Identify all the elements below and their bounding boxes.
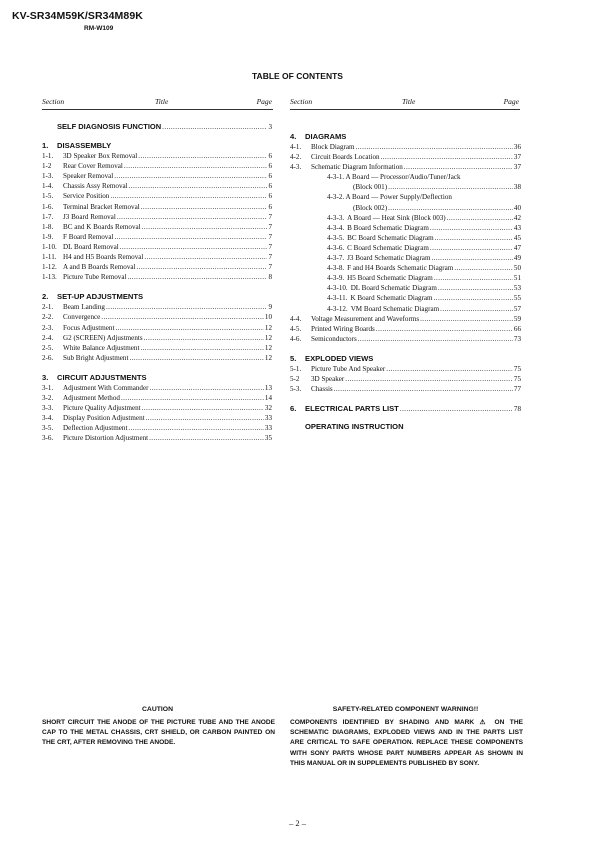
- toc-entry-label: SELF DIAGNOSIS FUNCTION: [57, 122, 162, 131]
- section-title: 3. CIRCUIT ADJUSTMENTS: [42, 372, 147, 382]
- remote-model: RM-W109: [84, 25, 114, 32]
- page-number: – 2 –: [289, 818, 306, 828]
- toc-entry[interactable]: 3-3. Picture Quality Adjustment ..... 32: [42, 403, 272, 413]
- toc-electrical-parts-list[interactable]: 6. ELECTRICAL PARTS LIST ..... 78: [290, 404, 521, 414]
- toc-entry-page: 3: [268, 123, 272, 131]
- toc-entry[interactable]: 4-3-6. C Board Schematic Diagram ..... 47: [327, 243, 521, 253]
- section-header: Section: [290, 97, 313, 106]
- toc-entry[interactable]: 4-5. Printed Wiring Boards ..... 66: [290, 324, 521, 334]
- toc-entry[interactable]: 1-2 Rear Cover Removal ..... 6: [42, 161, 272, 171]
- toc-entry[interactable]: 1-9. F Board Removal ..... 7: [42, 232, 272, 242]
- toc-section-diagrams: [290, 131, 521, 344]
- toc-entry[interactable]: 1-8. BC and K Boards Removal ..... 7: [42, 222, 272, 232]
- left-header-rule: [42, 109, 273, 110]
- toc-entry[interactable]: 4-3-3. A Board — Heat Sink (Block 003) ..... 42: [327, 213, 521, 223]
- toc-entry[interactable]: 1-12. A and B Boards Removal ..... 7: [42, 262, 272, 272]
- toc-entry[interactable]: 1-3. Speaker Removal ..... 6: [42, 171, 272, 181]
- toc-entry[interactable]: 1-13. Picture Tube Removal ..... 8: [42, 272, 272, 282]
- toc-operating-instruction[interactable]: OPERATING INSTRUCTION: [305, 422, 404, 432]
- toc-section-exploded-views: [290, 353, 521, 394]
- toc-entry[interactable]: 1-1. 3D Speaker Box Removal ..... 6: [42, 151, 272, 161]
- toc-entry[interactable]: 2-2. Convergence ..... 10: [42, 312, 272, 322]
- section-header: Section: [42, 97, 65, 106]
- toc-section-disassembly: [42, 140, 272, 282]
- toc-entry[interactable]: 2-4. G2 (SCREEN) Adjustments ..... 12: [42, 333, 272, 343]
- toc-entry[interactable]: 1-7. J3 Board Removal ..... 7: [42, 212, 272, 222]
- toc-entry[interactable]: 1-11. H4 and H5 Boards Removal ..... 7: [42, 252, 272, 262]
- toc-title: TABLE OF CONTENTS: [252, 71, 343, 81]
- safety-warning-text: COMPONENTS IDENTIFIED BY SHADING AND MARK ⚠ ON THE SCHEMATIC DIAGRAMS, EXPLODED VIEWS AND IN THE PARTS LIST ARE CRITICAL TO SAFE OPERATION. REPLACE THESE COMPONENTS WITH SONY PARTS WHOSE PART NUMBERS APPEAR AS SHOWN IN THIS MANUAL OR IN SUPPLEMENTS PUBLISHED BY SONY.: [290, 719, 523, 767]
- toc-section-setup-adjustments: [42, 291, 272, 363]
- section-title: 4. DIAGRAMS: [290, 132, 347, 141]
- caution-title: CAUTION: [142, 706, 173, 713]
- toc-item-list: [290, 142, 521, 344]
- toc-entry[interactable]: 3-1. Adjustment With Commander ..... 13: [42, 383, 272, 393]
- toc-entry[interactable]: 4-3. Schematic Diagram Information ..... 37: [290, 162, 521, 172]
- toc-entry[interactable]: 4-6. Semiconductors ..... 73: [290, 334, 521, 344]
- toc-entry[interactable]: 1-10. DL Board Removal ..... 7: [42, 242, 272, 252]
- toc-entry[interactable]: 4-3-8. F and H4 Boards Schematic Diagram ..... 50: [327, 263, 521, 273]
- toc-entry[interactable]: 3-6. Picture Distortion Adjustment ..... 35: [42, 433, 272, 443]
- toc-entry[interactable]: 4-1. Block Diagram ..... 36: [290, 142, 521, 152]
- toc-entry[interactable]: 3-5. Deflection Adjustment ..... 33: [42, 423, 272, 433]
- toc-entry[interactable]: 2-3. Focus Adjustment ..... 12: [42, 323, 272, 333]
- toc-entry[interactable]: 5-3. Chassis ..... 77: [290, 384, 521, 394]
- toc-item-list: [42, 383, 272, 444]
- toc-item-list: [290, 364, 521, 394]
- section-title: 5. EXPLODED VIEWS: [290, 353, 374, 363]
- right-toc-column: [290, 131, 521, 431]
- toc-entry[interactable]: 1-4. Chassis Assy Removal ..... 6: [42, 181, 272, 191]
- toc-entry[interactable]: 4-4. Voltage Measurement and Waveforms ..... 59: [290, 314, 521, 324]
- toc-entry[interactable]: 4-3-11. K Board Schematic Diagram ..... 55: [327, 293, 521, 303]
- toc-entry-two-line[interactable]: 4-3-1. A Board — Processor/Audio/Tuner/Jack (Block 001) ..... 38: [327, 172, 521, 192]
- page-header: Page: [503, 97, 519, 106]
- page-header: Page: [256, 97, 272, 106]
- safety-warning-title: SAFETY-RELATED COMPONENT WARNING!!: [332, 706, 479, 713]
- toc-entry[interactable]: 4-3-4. B Board Schematic Diagram ..... 43: [327, 223, 521, 233]
- toc-entry[interactable]: 4-3-9. H5 Board Schematic Diagram ..... 51: [327, 273, 521, 283]
- toc-item-list: [42, 151, 272, 282]
- toc-entry[interactable]: 2-5. White Balance Adjustment ..... 12: [42, 343, 272, 353]
- toc-entry[interactable]: 4-2. Circuit Boards Location ..... 37: [290, 152, 521, 162]
- toc-section-circuit-adjustments: [42, 372, 272, 444]
- toc-entry[interactable]: 1-6. Terminal Bracket Removal ..... 6: [42, 202, 272, 212]
- toc-entry[interactable]: 4-3-5. BC Board Schematic Diagram ..... 45: [327, 233, 521, 243]
- toc-entry[interactable]: 4-3-10. DL Board Schematic Diagram ..... 53: [327, 283, 521, 293]
- section-title: 2. SET-UP ADJUSTMENTS: [42, 292, 144, 302]
- toc-entry[interactable]: 5-1. Picture Tube And Speaker ..... 75: [290, 364, 521, 374]
- toc-entry[interactable]: 4-3-7. J3 Board Schematic Diagram ..... 49: [327, 253, 521, 263]
- caution-text: SHORT CIRCUIT THE ANODE OF THE PICTURE TUBE AND THE ANODE CAP TO THE METAL CHASSIS, CRT SHIELD, OR CARBON PAINTED ON THE CRT, AFTER REMOVING THE ANODE.: [42, 719, 275, 747]
- title-header: Title: [155, 97, 169, 106]
- toc-sub-list: [290, 172, 521, 313]
- toc-entry[interactable]: 2-1. Beam Landing ..... 9: [42, 302, 272, 312]
- left-toc-column: [42, 118, 272, 443]
- toc-entry-two-line[interactable]: 4-3-2. A Board — Power Supply/Deflection (Block 002) ..... 40: [327, 192, 521, 212]
- toc-entry[interactable]: 3-4. Display Position Adjustment ..... 33: [42, 413, 272, 423]
- model-number: KV-SR34M59K/SR34M89K: [12, 10, 143, 22]
- title-header: Title: [402, 97, 416, 106]
- toc-item-list: [42, 302, 272, 363]
- toc-entry[interactable]: 5-2 3D Speaker ..... 75: [290, 374, 521, 384]
- toc-entry[interactable]: 3-2. Adjustment Method ..... 14: [42, 393, 272, 403]
- toc-self-diagnosis[interactable]: [42, 122, 272, 132]
- toc-entry[interactable]: 4-3-12. VM Board Schematic Diagram ..... 57: [327, 304, 521, 314]
- right-header-rule: [290, 109, 520, 110]
- section-title: 1. DISASSEMBLY: [42, 141, 112, 151]
- toc-entry[interactable]: 2-6. Sub Bright Adjustment ..... 12: [42, 353, 272, 363]
- toc-entry[interactable]: 1-5. Service Position ..... 6: [42, 191, 272, 201]
